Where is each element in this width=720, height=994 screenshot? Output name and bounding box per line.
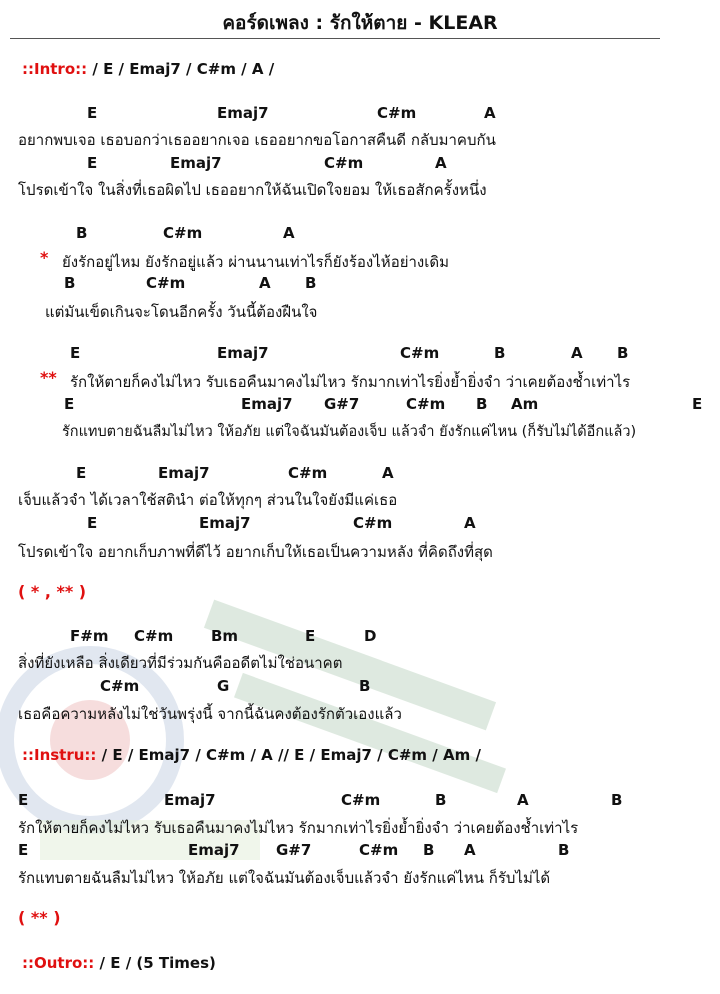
chord: A [517, 791, 529, 809]
chord-row [0, 104, 720, 124]
instru-chords: / E / Emaj7 / C#m / A // E / Emaj7 / C#m / Am / [101, 746, 481, 764]
chord: Emaj7 [158, 464, 210, 482]
chord: D [364, 627, 377, 645]
lyric-line: รักให้ตายก็คงไม่ไหว รับเธอคืนมาคงไม่ไหว รักมากเท่าไรยิ่งย้ำยิ่งจำ ว่าเคยต้องช้ำเท่าไร [18, 819, 579, 837]
chord: A [259, 274, 271, 292]
chord: C#m [288, 464, 328, 482]
chord: A [464, 514, 476, 532]
chord: A [571, 344, 583, 362]
page-title: คอร์ดเพลง : รักให้ตาย - KLEAR [222, 12, 498, 34]
chord-row [0, 154, 720, 174]
lyric-line: โปรดเข้าใจ อยากเก็บภาพที่ดีไว้ อยากเก็บให้เธอเป็นความหลัง ที่คิดถึงที่สุด [18, 543, 493, 561]
chord: E [70, 344, 81, 362]
lyric-line: โปรดเข้าใจ ในสิ่งที่เธอผิดไป เธออยากให้ฉันเปิดใจยอม ให้เธอสักครั้งหนึ่ง [18, 181, 487, 199]
chord-row [0, 224, 720, 244]
chord: G#7 [276, 841, 312, 859]
chord: C#m [353, 514, 393, 532]
chord: Emaj7 [217, 104, 269, 122]
chord: C#m [341, 791, 381, 809]
chord-row [0, 677, 720, 697]
chord: E [18, 791, 29, 809]
chord: C#m [100, 677, 140, 695]
chord: A [464, 841, 476, 859]
chord: B [76, 224, 88, 242]
chord: C#m [146, 274, 186, 292]
chord: B [476, 395, 488, 413]
intro-label: ::Intro:: [22, 60, 88, 78]
chord: E [18, 841, 29, 859]
chord: F#m [70, 627, 109, 645]
chord: E [305, 627, 316, 645]
chord: B [494, 344, 506, 362]
chord: B [305, 274, 317, 292]
chord: E [692, 395, 703, 413]
chord: Emaj7 [217, 344, 269, 362]
lyric-line: รักให้ตายก็คงไม่ไหว รับเธอคืนมาคงไม่ไหว รักมากเท่าไรยิ่งย้ำยิ่งจำ ว่าเคยต้องช้ำเท่าไร [70, 373, 631, 391]
lyric-line: เจ็บแล้วจำ ได้เวลาใช้สตินำ ต่อให้ทุกๆ ส่วนในใจยังมีแค่เธอ [18, 491, 398, 509]
repeat-marker: ( * , ** ) [18, 582, 87, 601]
chord: Emaj7 [199, 514, 251, 532]
chord: Emaj7 [170, 154, 222, 172]
chord-row [0, 841, 720, 861]
lyric-line: รักแทบตายฉันลืมไม่ไหว ให้อภัย แต่ใจฉันมันต้องเจ็บ แล้วจำ ยังรักแค่ไหน (ก็รับไม่ได้อีกแล้ว) [62, 424, 637, 440]
chord: A [484, 104, 496, 122]
chord: E [87, 514, 98, 532]
chord: B [617, 344, 629, 362]
chord: B [558, 841, 570, 859]
instru-label: ::Instru:: [22, 746, 97, 764]
outro-chords: / E / (5 Times) [99, 954, 216, 972]
chord: Emaj7 [164, 791, 216, 809]
chord: Am [511, 395, 539, 413]
chord-row [0, 791, 720, 811]
chord: C#m [324, 154, 364, 172]
title-divider [10, 38, 660, 39]
chord: B [359, 677, 371, 695]
chord: B [435, 791, 447, 809]
chord: B [423, 841, 435, 859]
chord: A [382, 464, 394, 482]
chord: C#m [163, 224, 203, 242]
star-mark: * [40, 248, 49, 267]
lyric-line: ยังรักอยู่ไหม ยังรักอยู่แล้ว ผ่านนานเท่าไรก็ยังร้องไห้อย่างเดิม [62, 253, 449, 271]
chord-row [0, 514, 720, 534]
chord: C#m [400, 344, 440, 362]
chord: E [87, 104, 98, 122]
chord: B [611, 791, 623, 809]
chord-row [0, 344, 720, 364]
chord: C#m [134, 627, 174, 645]
chord: E [76, 464, 87, 482]
chord-row [0, 274, 720, 294]
chord: G [217, 677, 230, 695]
chord-row [0, 627, 720, 647]
chord: B [64, 274, 76, 292]
chord: Bm [211, 627, 239, 645]
chord: C#m [406, 395, 446, 413]
lyric-line: เธอคือความหลังไม่ใช่วันพรุ่งนี้ จากนี้ฉันคงต้องรักตัวเองแล้ว [18, 705, 402, 723]
chord: Emaj7 [241, 395, 293, 413]
chord: Emaj7 [188, 841, 240, 859]
intro-chords: / E / Emaj7 / C#m / A / [92, 60, 275, 78]
repeat-marker: ( ** ) [18, 908, 61, 927]
lyric-line: แต่มันเข็ดเกินจะโดนอีกครั้ง วันนี้ต้องฝืนใจ [45, 303, 318, 321]
chord: A [435, 154, 447, 172]
chord: E [64, 395, 75, 413]
outro-label: ::Outro:: [22, 954, 95, 972]
lyric-line: อยากพบเจอ เธอบอกว่าเธออยากเจอ เธออยากขอโอกาสคืนดี กลับมาคบกัน [18, 131, 496, 149]
chord: G#7 [324, 395, 360, 413]
chord-row [0, 395, 720, 415]
chord-row [0, 464, 720, 484]
double-star-mark: ** [40, 368, 57, 387]
chord: A [283, 224, 295, 242]
lyric-line: รักแทบตายฉันลืมไม่ไหว ให้อภัย แต่ใจฉันมันต้องเจ็บแล้วจำ ยังรักแค่ไหน ก็รับไม่ได้ [18, 869, 551, 887]
chord: C#m [359, 841, 399, 859]
chord: C#m [377, 104, 417, 122]
chord: E [87, 154, 98, 172]
lyric-line: สิ่งที่ยังเหลือ สิ่งเดียวที่มีร่วมกันคืออดีตไม่ใช่อนาคต [18, 654, 343, 672]
